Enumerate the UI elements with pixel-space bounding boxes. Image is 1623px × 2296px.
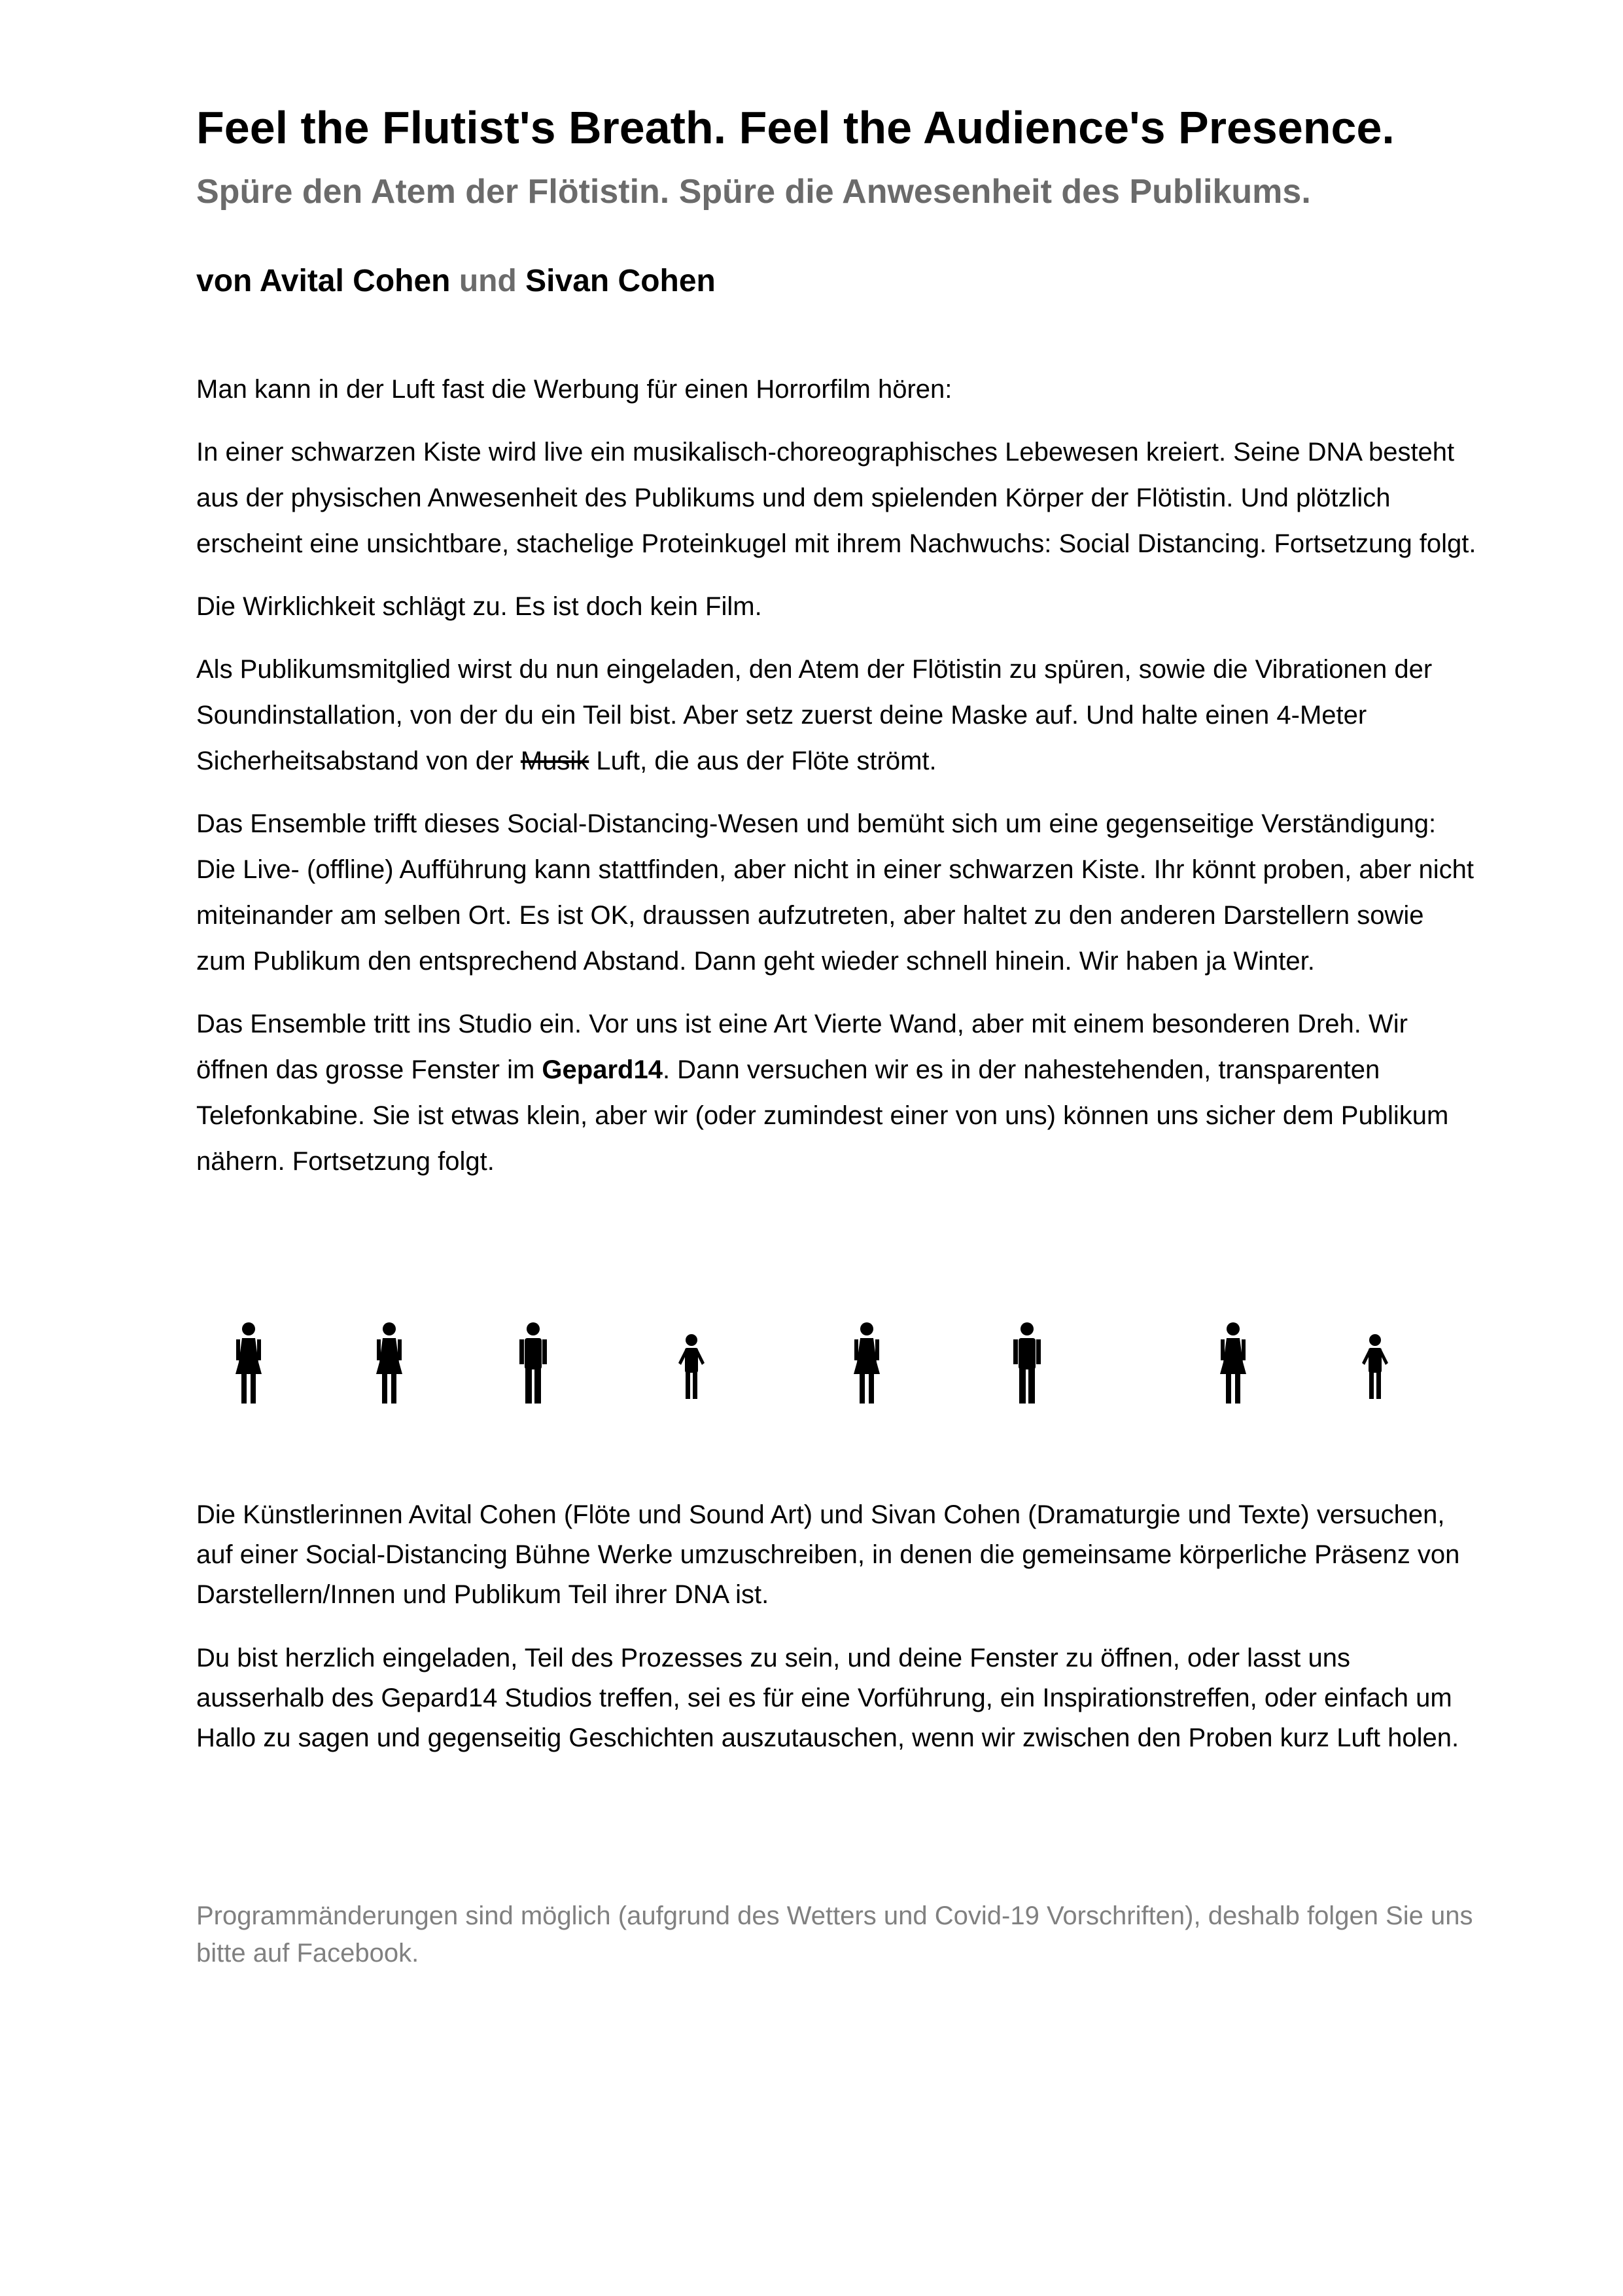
paragraph-4-text: Als Publikumsmitglied wirst du nun eingeladen, den Atem der Flötistin zu spüren, sowie die Vibrationen der Soundinstallation, von der du ein Teil bist. Aber setz zuerst deine Maske auf. Und halte einen 4-Meter Sicherheitsabstand von der — [196, 655, 1433, 775]
paragraph-7: Die Künstlerinnen Avital Cohen (Flöte und Sound Art) und Sivan Cohen (Dramaturgie und Texte) versuchen, auf einer Social-Distancing Bühne Werke umzuschreiben, in denen die gemeinsame körperliche Präsenz von Darstellern/Innen und Publikum Teil ihrer DNA ist. — [196, 1500, 1460, 1609]
woman-icon — [1217, 1322, 1249, 1404]
paragraph-4 — [196, 646, 1478, 784]
author-avital: Avital Cohen — [259, 264, 451, 298]
child-icon — [677, 1333, 706, 1399]
footnote: Programmänderungen sind möglich (aufgrund des Wetters und Covid-19 Vorschriften), deshalb folgen Sie uns bitte auf Facebook. — [196, 1901, 1473, 1968]
paragraph-8: Du bist herzlich eingeladen, Teil des Prozesses zu sein, und deine Fenster zu öffnen, oder lasst uns ausserhalb des Gepard14 Studios treffen, sei es für eine Vorführung, ein Inspirationstreffen, oder einfach um Hallo zu sagen und gegenseitig Geschichten auszutauschen, wenn wir zwischen den Proben kurz Luft holen. — [196, 1644, 1459, 1752]
man-icon — [517, 1322, 550, 1404]
woman-icon — [373, 1322, 406, 1404]
byline-prefix: von — [196, 264, 253, 298]
author-sivan: Sivan Cohen — [525, 264, 716, 298]
paragraph-2: In einer schwarzen Kiste wird live ein musikalisch-choreographisches Lebewesen kreiert. Seine DNA besteht aus der physischen Anwesenheit des Publikums und dem spielenden Körper der Flötistin. Und plötzlich erscheint eine unsichtbare, stachelige Proteinkugel mit ihrem Nachwuchs: Social Distancing. Fortsetzung folgt. — [196, 438, 1476, 558]
paragraph-4-end: Luft, die aus der Flöte strömt. — [589, 747, 937, 775]
child-icon — [1361, 1333, 1389, 1399]
venue-name: Gepard14 — [542, 1055, 663, 1084]
paragraph-5: Das Ensemble trifft dieses Social-Distancing-Wesen und bemüht sich um eine gegenseitige Verständigung: Die Live- (offline) Aufführung kann stattfinden, aber nicht in einer schwarzen Kiste. Ihr könnt proben, aber nicht miteinander am selben Ort. Es ist OK, draussen aufzutreten, aber haltet zu den anderen Darstellern sowie zum Publikum den entsprechend Abstand. Dann geht wieder schnell hinein. Wir haben ja Winter. — [196, 809, 1474, 976]
paragraph-6-text: Das Ensemble tritt ins Studio ein. Vor uns ist eine Art Vierte Wand, aber mit einem besonderen Dreh. Wir öffnen das grosse Fenster im — [196, 1010, 1408, 1084]
woman-icon — [850, 1322, 883, 1404]
page-subtitle: Spüre den Atem der Flötistin. Spüre die Anwesenheit des Publikums. — [196, 173, 1311, 211]
paragraph-6-end: . Dann versuchen wir es in der nahestehenden, transparenten Telefonkabine. Sie ist etwas klein, aber wir (oder zumindest einer von uns) können uns sicher dem Publikum nähern. Fortsetzung folgt. — [196, 1055, 1449, 1176]
man-icon — [1011, 1322, 1043, 1404]
byline-conjunction: und — [459, 264, 517, 298]
paragraph-3: Die Wirklichkeit schlägt zu. Es ist doch kein Film. — [196, 592, 762, 621]
people-figures-row — [196, 1322, 1478, 1426]
woman-icon — [232, 1322, 265, 1404]
paragraph-1: Man kann in der Luft fast die Werbung für einen Horrorfilm hören: — [196, 375, 952, 404]
main-text — [196, 366, 1478, 1201]
paragraph-6 — [196, 1001, 1478, 1184]
byline — [196, 260, 1478, 302]
closing-text — [196, 1495, 1478, 1782]
page-title: Feel the Flutist's Breath. Feel the Audience's Presence. — [196, 102, 1395, 153]
struck-word: Musik — [520, 747, 589, 775]
